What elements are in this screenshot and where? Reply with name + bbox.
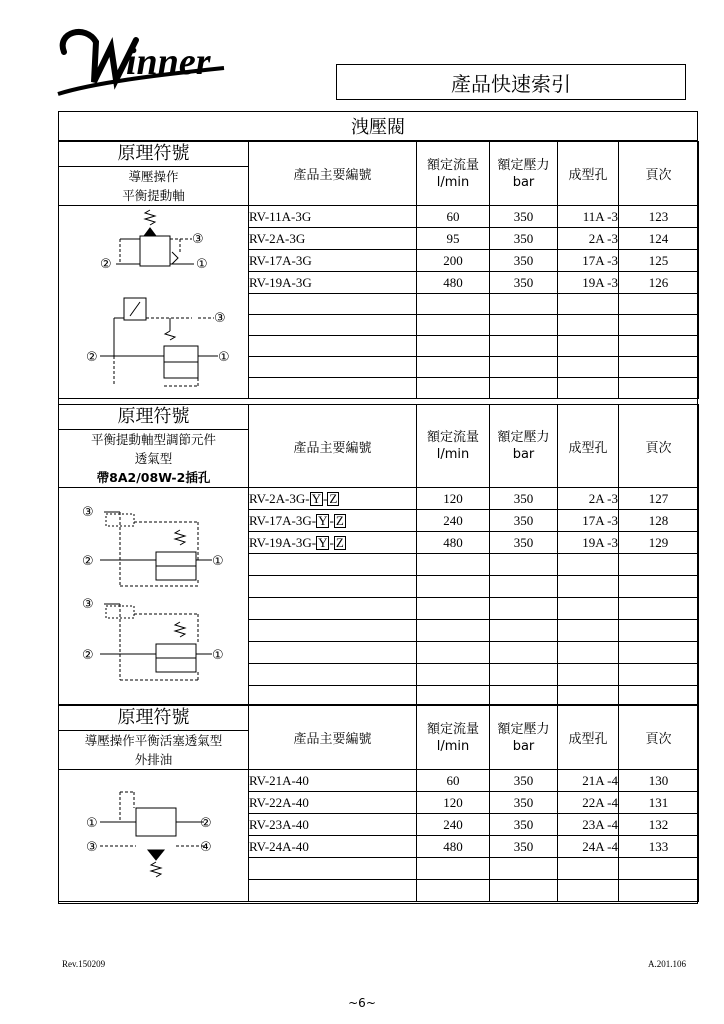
pressure-unit: bar [512, 447, 535, 462]
port-2-label: ② [82, 648, 94, 663]
pressure-header-line: 額定壓力 [497, 430, 550, 445]
code-option-z: Z [335, 534, 344, 550]
flow-value: 95 [417, 228, 490, 250]
symbol-header [59, 706, 249, 770]
product-code: RV-11A-3G [249, 206, 417, 228]
flow-value: 480 [417, 532, 490, 554]
port-value: 23A -4 [558, 814, 619, 836]
flow-value: 200 [417, 250, 490, 272]
flow-value: 120 [417, 792, 490, 814]
code-sep: - [329, 534, 334, 550]
page-value: 130 [619, 770, 699, 792]
code-option-y: Y [311, 490, 321, 506]
flow-value: 480 [417, 836, 490, 858]
symbol-diagram-3 [80, 772, 240, 888]
code-header: 產品主要編號 [249, 706, 417, 770]
symbol-header [59, 142, 249, 206]
product-code: RV-22A-40 [249, 792, 417, 814]
symbol-desc: 外排油 [134, 752, 173, 767]
port-value: 17A -3 [558, 510, 619, 532]
port-value: 11A -3 [558, 206, 619, 228]
flow-value: 240 [417, 510, 490, 532]
pressure-value: 350 [490, 206, 558, 228]
port-1-label: ① [212, 554, 224, 569]
page-value: 127 [619, 488, 699, 510]
port-value: 24A -4 [558, 836, 619, 858]
pressure-value: 350 [490, 770, 558, 792]
pressure-value: 350 [490, 250, 558, 272]
port-3-label: ③ [214, 311, 226, 326]
category-title [58, 111, 698, 141]
header-title: 產品快速索引 [451, 71, 571, 96]
port-3-label: ③ [82, 597, 94, 612]
product-code [249, 532, 417, 554]
pressure-value: 350 [490, 792, 558, 814]
symbol-title: 原理符號 [59, 142, 248, 167]
port-header: 成型孔 [558, 405, 619, 488]
pressure-value: 350 [490, 488, 558, 510]
port-2-label: ② [82, 554, 94, 569]
page-value: 123 [619, 206, 699, 228]
flow-unit: l/min [436, 738, 470, 754]
port-value: 22A -4 [558, 792, 619, 814]
port-value: 2A -3 [558, 488, 619, 510]
symbol-desc: 透氣型 [134, 451, 173, 466]
symbol-header [59, 405, 249, 488]
symbol-desc: 平衡提動軸 [122, 188, 185, 203]
port-1-label: ① [212, 648, 224, 663]
port-1-label: ① [196, 257, 208, 272]
flow-header [417, 142, 490, 206]
product-code: RV-23A-40 [249, 814, 417, 836]
page-header: 頁次 [619, 405, 699, 488]
flow-unit: l/min [436, 174, 470, 190]
code-header: 產品主要編號 [249, 405, 417, 488]
port-value: 17A -3 [558, 250, 619, 272]
page-value: 133 [619, 836, 699, 858]
port-2-label: ② [86, 350, 98, 365]
pressure-header [490, 405, 558, 488]
page-value: 131 [619, 792, 699, 814]
page-value: 132 [619, 814, 699, 836]
flow-header-line: 額定流量 [426, 721, 479, 737]
page-value: 124 [619, 228, 699, 250]
page-header: 頁次 [619, 706, 699, 770]
pressure-value: 350 [490, 814, 558, 836]
port-value: 19A -3 [558, 532, 619, 554]
flow-header-line: 額定流量 [426, 430, 479, 445]
product-code: RV-17A-3G [249, 250, 417, 272]
port-3-label: ③ [86, 840, 98, 855]
code-prefix: RV-17A-3G- [249, 512, 317, 528]
symbol-diagram-1 [80, 206, 240, 400]
flow-header-line: 額定流量 [426, 157, 479, 173]
symbol-title: 原理符號 [59, 706, 248, 731]
port-1-label: ① [218, 350, 230, 365]
code-option-y: Y [318, 512, 328, 528]
product-code [249, 510, 417, 532]
port-3-label: ③ [82, 505, 94, 520]
pressure-value: 350 [490, 228, 558, 250]
symbol-desc: 導壓操作平衡活塞透氣型 [84, 733, 223, 748]
pressure-header [490, 706, 558, 770]
port-value: 2A -3 [558, 228, 619, 250]
header-title-box [336, 64, 686, 100]
revision-label: Rev.150209 [62, 959, 106, 969]
product-code: RV-24A-40 [249, 836, 417, 858]
flow-value: 480 [417, 272, 490, 294]
page-value: 126 [619, 272, 699, 294]
pressure-header-line: 額定壓力 [497, 721, 550, 737]
port-2-label: ② [200, 816, 212, 831]
product-code [249, 488, 417, 510]
page-header: 頁次 [619, 142, 699, 206]
code-option-y: Y [318, 534, 328, 550]
flow-value: 240 [417, 814, 490, 836]
code-sep: - [329, 512, 334, 528]
code-option-z: Z [335, 512, 344, 528]
page-value: 129 [619, 532, 699, 554]
pressure-value: 350 [490, 836, 558, 858]
svg-text:inner: inner [126, 41, 211, 83]
document-number: A.201.106 [648, 959, 686, 969]
pressure-header [490, 142, 558, 206]
port-2-label: ② [100, 257, 112, 272]
product-code: RV-2A-3G [249, 228, 417, 250]
page-number: ~6~ [348, 996, 376, 1010]
page-value: 125 [619, 250, 699, 272]
flow-header [417, 706, 490, 770]
winner-logo [56, 22, 226, 100]
pressure-value: 350 [490, 272, 558, 294]
code-prefix: RV-19A-3G- [249, 534, 317, 550]
port-header: 成型孔 [558, 142, 619, 206]
pressure-value: 350 [490, 510, 558, 532]
port-3-label: ③ [192, 232, 204, 247]
port-value: 19A -3 [558, 272, 619, 294]
port-1-label: ① [86, 816, 98, 831]
flow-value: 60 [417, 206, 490, 228]
code-option-z: Z [329, 490, 338, 506]
product-code: RV-19A-3G [249, 272, 417, 294]
code-prefix: RV-2A-3G- [249, 490, 310, 506]
symbol-diagram-2 [80, 494, 240, 700]
symbol-title: 原理符號 [59, 405, 248, 430]
product-code: RV-21A-40 [249, 770, 417, 792]
page-value: 128 [619, 510, 699, 532]
flow-value: 60 [417, 770, 490, 792]
pressure-value: 350 [490, 532, 558, 554]
port-4-label: ④ [200, 840, 212, 855]
pressure-unit: bar [512, 174, 535, 190]
code-sep: - [322, 490, 328, 506]
flow-header [417, 405, 490, 488]
pressure-unit: bar [512, 738, 535, 754]
symbol-desc: 平衡提動軸型調節元件 [90, 432, 216, 447]
flow-unit: l/min [436, 447, 470, 462]
port-header: 成型孔 [558, 706, 619, 770]
category-title-text: 洩壓閥 [351, 116, 405, 138]
symbol-desc: 導壓操作 [128, 169, 179, 184]
symbol-desc: 帶8A2/08W-2插孔 [96, 470, 211, 485]
port-value: 21A -4 [558, 770, 619, 792]
code-header: 產品主要編號 [249, 142, 417, 206]
flow-value: 120 [417, 488, 490, 510]
pressure-header-line: 額定壓力 [497, 157, 550, 173]
